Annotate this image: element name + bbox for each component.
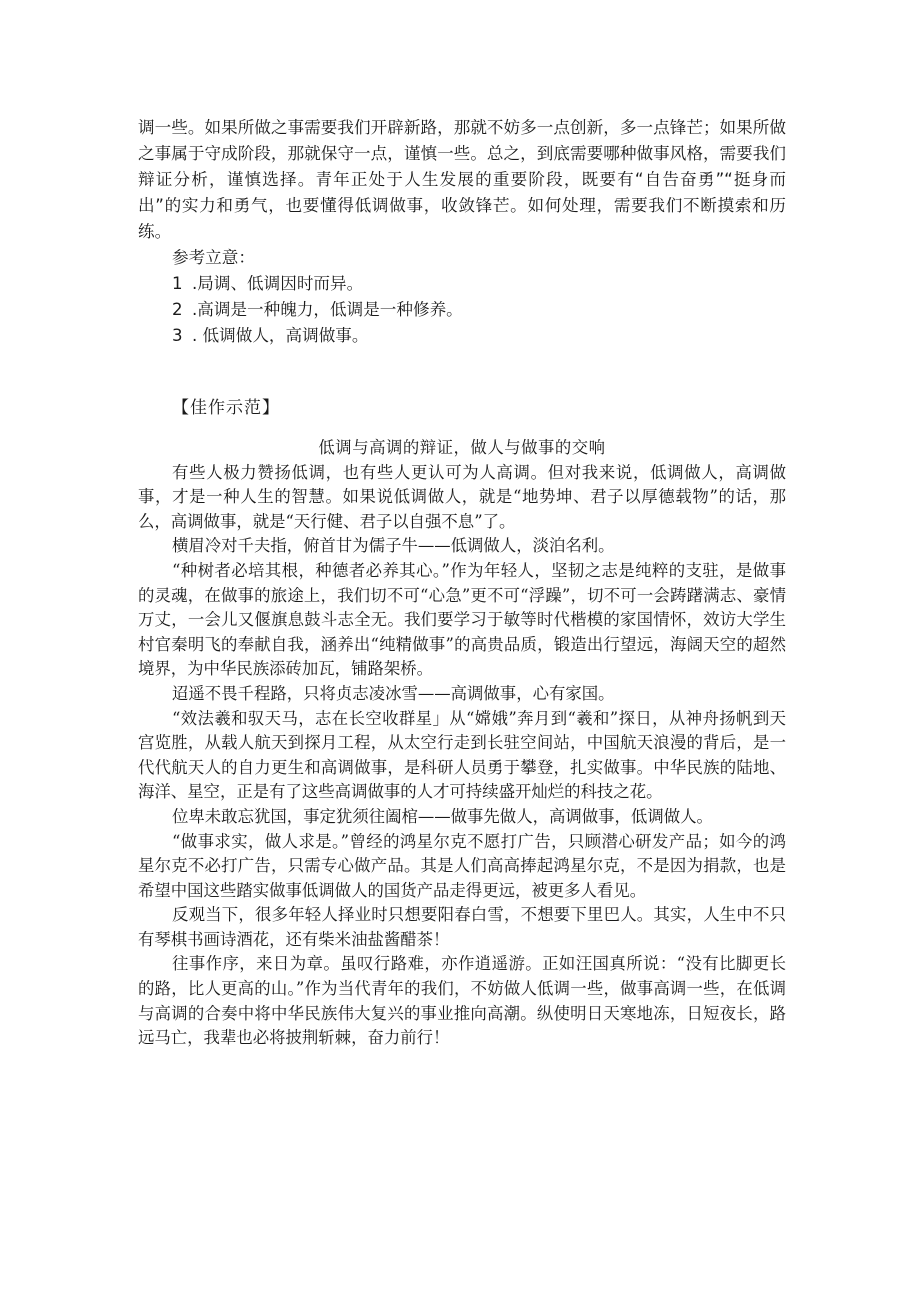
intro-section (138, 115, 786, 349)
list-item (172, 323, 786, 349)
essay-paragraph: 迢遥不畏千程路，只将贞志凌冰雪——高调做事，心有家国。 (172, 683, 615, 703)
list-number: 2 (172, 300, 183, 319)
essay-paragraph: “种树者必培其根，种德者必养其心。”作为年轻人，坚韧之志是纯粹的支驻，是做事的灵魂，在做事的旅途上，我们切不可“心急”更不可“浮躁”，切不可一会踌躇满志、豪情万丈，一会儿又偃旗息鼓斗志全无。我们要学习于敏等时代楷模的家国情怀，效访大学生村官秦明飞的奉献自我，涵养出“纯精做事”的高贵品质，锻造出行望远，海阔天空的超然境界，为中华民族添砖加瓦，铺路架桥。 (138, 560, 786, 679)
essay-paragraph: “做事求实，做人求是。”曾经的鸿星尔克不愿打广告，只顾潜心研发产品；如今的鸿星尔克不必打广告，只需专心做产品。其是人们高高捧起鸿星尔克，不是因为捐款，也是希望中国这些踏实做事低调做人的国货产品走得更远，被更多人看见。 (138, 831, 786, 900)
essay (138, 436, 786, 1051)
list-item (172, 271, 786, 297)
section-heading: 【佳作示范】 (172, 398, 280, 418)
reference-label: 参考立意： (172, 248, 255, 267)
list-number: 1 (172, 274, 183, 293)
essay-paragraph: 往事作序，来日为章。虽叹行路难，亦作逍遥游。正如汪国真所说：“没有比脚更长的路，比人更高的山。”作为当代青年的我们，不妨做人低调一些，做事高调一些，在低调与高调的合奏中将中华民族伟大复兴的事业推向高潮。纵使明日天寒地冻，日短夜长，路远马亡，我辈也必将披荆斩棘，奋力前行！ (138, 954, 786, 1048)
essay-paragraph: “效法羲和驭天马，志在长空收群星」从“嫦娥”奔月到“羲和”探日，从神舟扬帆到天宫览胜，从载人航天到探月工程，从太空行走到长驻空间站，中国航天浪漫的背后，是一代代航天人的自力更生和高调做事，是科研人员勇于攀登，扎实做事。中华民族的陆地、海洋、星空，正是有了这些高调做事的人才可持续盛开灿烂的科技之花。 (138, 708, 786, 802)
essay-title: 低调与高调的辩证，做人与做事的交响 (318, 438, 606, 457)
essay-paragraph: 有些人极力赞扬低调，也有些人更认可为人高调。但对我来说，低调做人，高调做事，才是一种人生的智慧。如果说低调做人，就是“地势坤、君子以厚德载物”的话，那么，高调做事，就是“天行健、君子以自强不息”了。 (138, 462, 786, 531)
list-text: .高调是一种魄力，低调是一种修养。 (192, 300, 463, 319)
list-number: 3 (172, 326, 183, 345)
intro-paragraph: 调一些。如果所做之事需要我们开辟新路，那就不妨多一点创新，多一点锋芒；如果所做之事属于守成阶段，那就保守一点，谨慎一些。总之，到底需要哪种做事风格，需要我们辩证分析，谨慎选择。青年正处于人生发展的重要阶段，既要有“自告奋勇”“挺身而出”的实力和勇气，也要懂得低调做事，收敛锋芒。如何处理，需要我们不断摸索和历练。 (138, 118, 786, 241)
essay-paragraph: 反观当下，很多年轻人择业时只想要阳春白雪，不想要下里巴人。其实，人生中不只有琴棋书画诗酒花，还有柴米油盐酱醋茶！ (138, 905, 786, 949)
list-text: . 低调做人，高调做事。 (192, 326, 369, 345)
essay-paragraph: 位卑未敢忘犹国，事定犹须往阖棺——做事先做人，高调做事，低调做人。 (172, 806, 713, 826)
list-text: .局调、低调因时而异。 (192, 274, 364, 293)
essay-paragraph: 横眉冷对千夫指，俯首甘为儒子牛——低调做人，淡泊名利。 (172, 536, 615, 556)
list-item (172, 297, 786, 323)
